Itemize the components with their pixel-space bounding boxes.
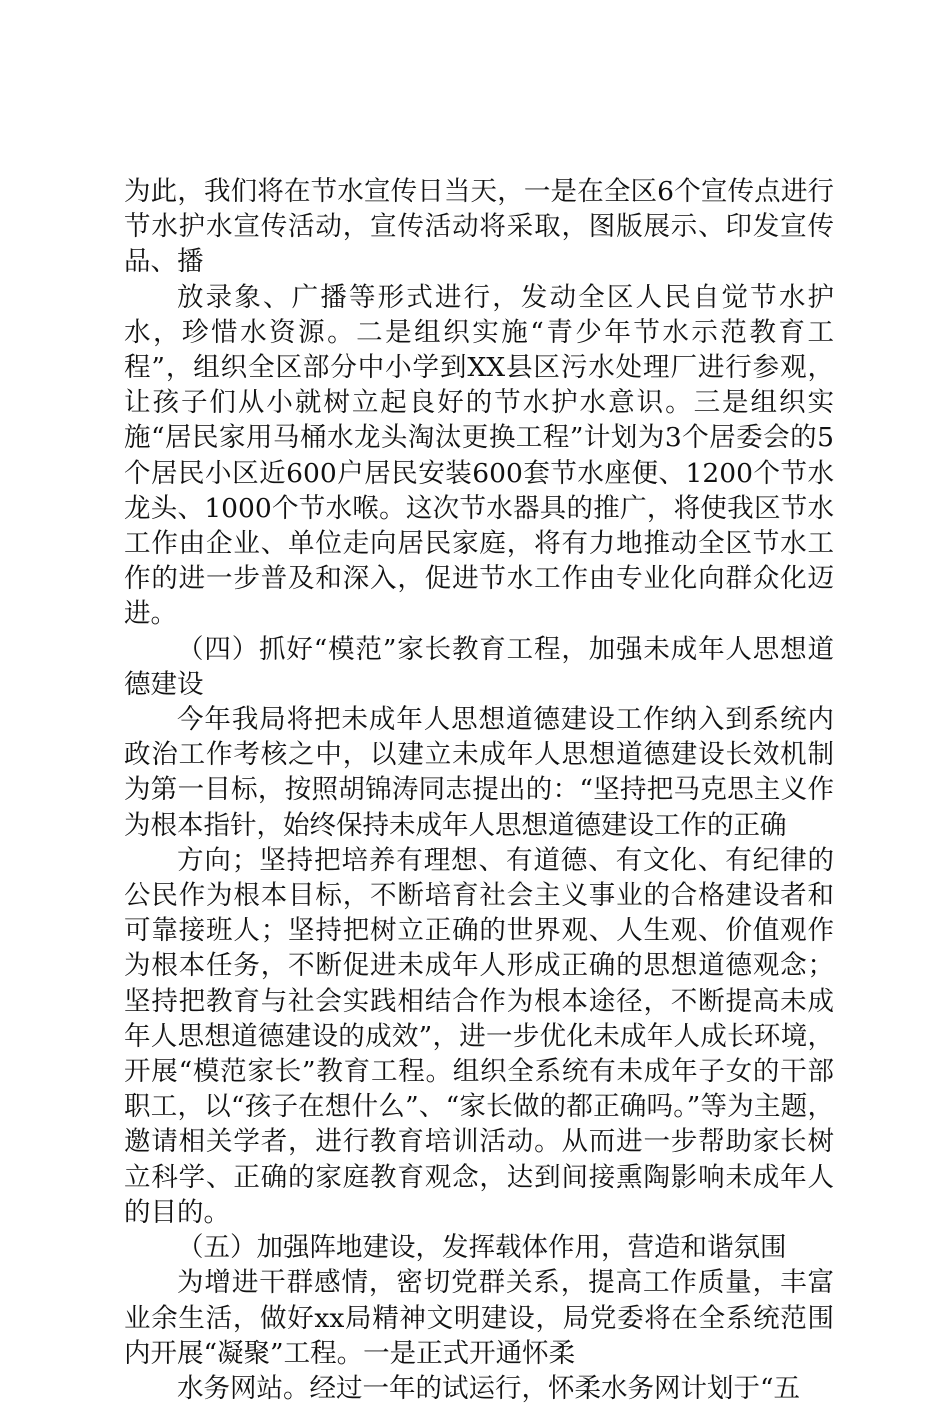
paragraph-model-parents: 方向；坚持把培养有理想、有道德、有文化、有纪律的公民作为根本目标，不断培育社会主义事业的合格建设者和可靠接班人；坚持把树立正确的世界观、人生观、价值观作为根本任务，不断促进未成年人形成正确的思想道德观念；坚持把教育与社会实践相结合作为根本途径，不断提高未成年人思想道德建设的成效”，进一步优化未成年人成长环境，开展“模范家长”教育工程。组织全系统有未成年子女的干部职工，以“孩子在想什么”、“家长做的都正确吗。”等为主题，邀请相关学者，进行教育培训活动。从而进一步帮助家长树立科学、正确的家庭教育观念，达到间接熏陶影响未成年人的目的。 (124, 844, 834, 1228)
paragraph-publicity-day: 为此，我们将在节水宣传日当天，一是在全区6个宣传点进行节水护水宣传活动，宣传活动将采取，图版展示、印发宣传品、播 (124, 176, 834, 278)
paragraph-water-website: 水务网站。经过一年的试运行，怀柔水务网计划于“五 (177, 1372, 801, 1404)
document-body (124, 174, 834, 1406)
paragraph-water-saving-projects: 放录象、广播等形式进行，发动全区人民自觉节水护水，珍惜水资源。二是组织实施“青少年节水示范教育工程”，组织全区部分中小学到XX县区污水处理厂进行参观，让孩子们从小就树立起良好的节水护水意识。三是组织实施“居民家用马桶水龙头淘汰更换工程”计划为3个居委会的5个居民小区近600户居民安装600套节水座便、1200个节水龙头、1000个节水喉。这次节水器具的推广，将使我区节水工作由企业、单位走向居民家庭，将有力地推动全区节水工作的进一步普及和深入，促进节水工作由专业化向群众化迈进。 (124, 281, 834, 630)
section-heading-five: （五）加强阵地建设，发挥载体作用，营造和谐氛围 (177, 1232, 787, 1264)
paragraph-cohesion-project: 为增进干群感情，密切党群关系，提高工作质量，丰富业余生活，做好xx局精神文明建设，局党委将在全系统范围内开展“凝聚”工程。一是正式开通怀柔 (124, 1267, 834, 1369)
paragraph-minors-moral-education: 今年我局将把未成年人思想道德建设工作纳入到系统内政治工作考核之中，以建立未成年人思想道德建设长效机制为第一目标，按照胡锦涛同志提出的：“坚持把马克思主义作为根本指针，始终保持未成年人思想道德建设工作的正确 (124, 704, 834, 841)
section-heading-four: （四）抓好“模范”家长教育工程，加强未成年人思想道德建设 (124, 633, 834, 700)
